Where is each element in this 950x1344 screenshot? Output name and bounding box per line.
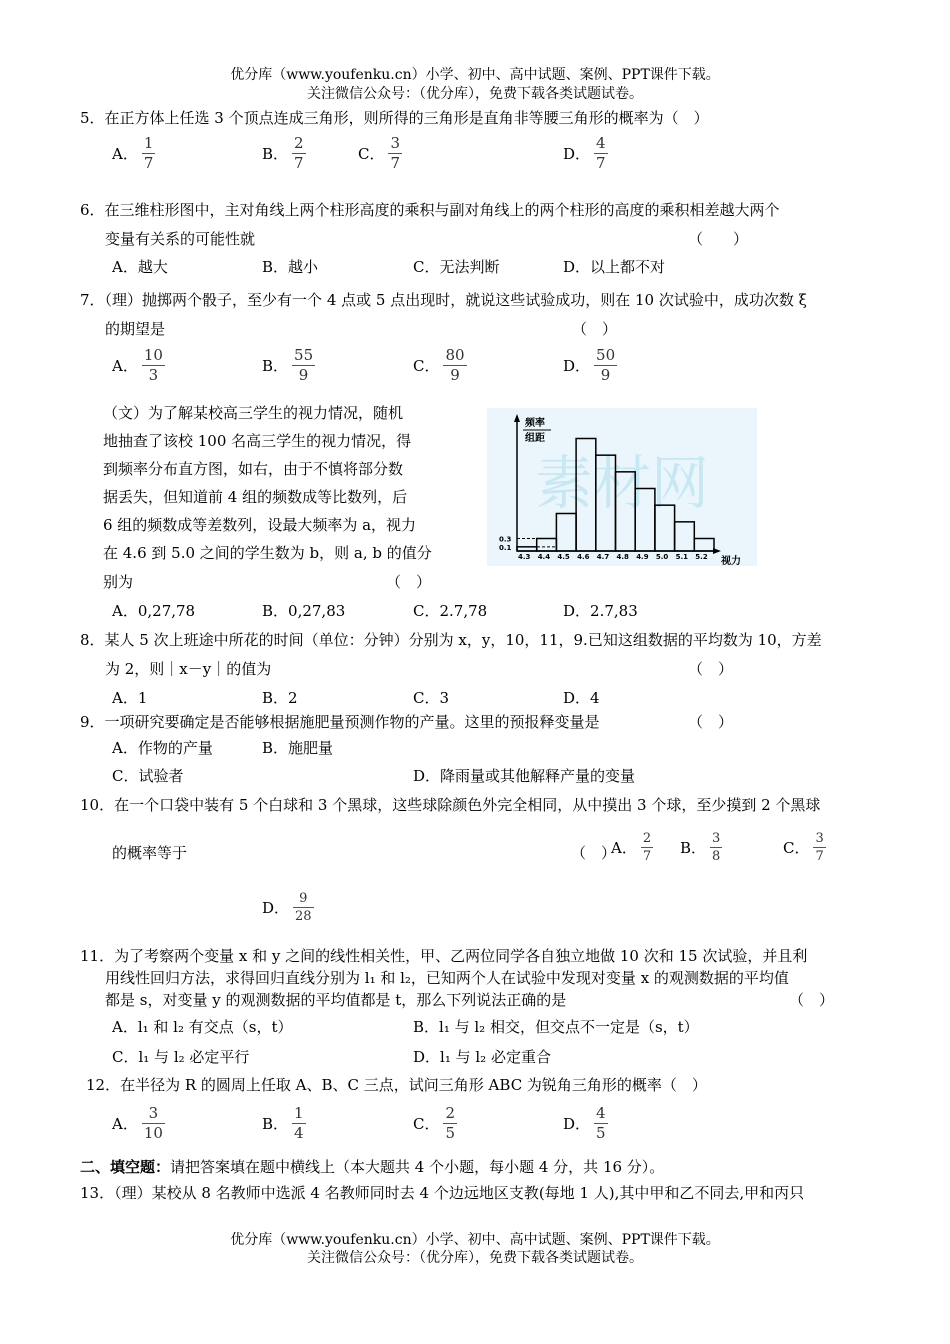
q9-option-d[interactable]: D．降雨量或其他解释产量的变量 (413, 767, 636, 785)
page-footer-line1: 优分库（www.youfenku.cn）小学、初中、高中试题、案例、PPT课件下载。 (230, 1232, 720, 1248)
q7-wen-paren: （ ） (386, 573, 432, 591)
q7-option-a[interactable]: A． $\frac{10}{3}$ (112, 346, 163, 384)
q5-stem: 5．在正方体上任选 3 个顶点连成三角形，则所得的三角形是直角非等腰三角形的概率为（ ） (80, 109, 709, 127)
q10-stem-1: 10．在一个口袋中装有 5 个白球和 3 个黑球，这些球除颜色外完全相同，从中摸出 3 个球，至少摸到 2 个黑球 (80, 796, 821, 814)
q10-option-a[interactable]: A． $\frac{2}{7}$ (611, 831, 652, 864)
q8-stem-1: 8．某人 5 次上班途中所花的时间（单位：分钟）分别为 x，y，10，11，9.已知这组数据的平均数为 10，方差 (80, 631, 822, 649)
q7-wen-line-4: 据丢失，但知道前 4 组的频数成等比数列，后 (103, 488, 408, 506)
y-label-bottom: 组距 (525, 433, 545, 444)
q11-option-c[interactable]: C．l₁ 与 l₂ 必定平行 (112, 1048, 250, 1066)
q5-option-c[interactable]: C． $\frac{3}{7}$ (358, 134, 401, 172)
q5-option-a[interactable]: A． $\frac{1}{7}$ (112, 134, 154, 172)
q7-wen-line-1: （文）为了解某校高三学生的视力情况，随机 (103, 404, 404, 422)
q7-wen-option-b[interactable]: B．0,27,83 (262, 602, 346, 620)
q11-option-a[interactable]: A．l₁ 和 l₂ 有交点（s，t） (112, 1018, 293, 1036)
q8-option-d[interactable]: D．4 (563, 689, 600, 707)
q7-option-c[interactable]: C． $\frac{80}{9}$ (413, 346, 465, 384)
q12-stem: 12．在半径为 R 的圆周上任取 A、B、C 三点，试问三角形 ABC 为锐角三角形的概率（ ） (86, 1076, 707, 1094)
q7-wen-line-3: 到频率分布直方图，如右，由于不慎将部分数 (103, 460, 404, 478)
q9-option-a[interactable]: A．作物的产量 (112, 739, 213, 757)
q9-paren: （ ） (688, 713, 734, 731)
x-tick-label: 4.5 (557, 553, 570, 561)
q6-option-c[interactable]: C．无法判断 (413, 258, 500, 276)
q6-stem-2: 变量有关系的可能性就 (105, 230, 256, 248)
q7-option-d[interactable]: D． $\frac{50}{9}$ (563, 346, 616, 384)
q12-option-b[interactable]: B． $\frac{1}{4}$ (262, 1104, 304, 1142)
q7-paren: （ ） (572, 320, 618, 338)
q7-wen-option-c[interactable]: C．2.7,78 (413, 602, 488, 620)
q7-wen-line-2: 地抽查了该校 100 名高三学生的视力情况，得 (103, 432, 412, 450)
q11-option-b[interactable]: B．l₁ 与 l₂ 相交，但交点不一定是（s，t） (413, 1018, 699, 1036)
q6-option-b[interactable]: B．越小 (262, 258, 319, 276)
q7-wen-option-a[interactable]: A．0,27,78 (112, 602, 196, 620)
q6-option-d[interactable]: D．以上都不对 (563, 258, 666, 276)
q10-stem-2: 的概率等于 (112, 844, 188, 862)
q8-paren: （ ） (688, 660, 734, 678)
q12-option-a[interactable]: A． $\frac{3}{10}$ (112, 1104, 163, 1142)
x-tick-label: 4.7 (596, 553, 610, 561)
q9-option-c[interactable]: C．试验者 (112, 767, 184, 785)
y-label-top: 频率 (525, 418, 545, 429)
q5-option-b[interactable]: B． $\frac{2}{7}$ (262, 134, 304, 172)
q6-paren: （ ） (688, 230, 749, 248)
q8-option-b[interactable]: B．2 (262, 689, 298, 707)
q6-option-a[interactable]: A．越大 (112, 258, 168, 276)
q8-option-a[interactable]: A．1 (112, 689, 148, 707)
x-tick-label: 5.0 (655, 553, 669, 561)
q10-paren: （ ） (571, 844, 617, 862)
x-tick-label: 5.1 (675, 553, 689, 561)
section2-text: 请把答案填在题中横线上（本大题共 4 个小题，每小题 4 分，共 16 分）。 (170, 1158, 665, 1176)
page-header-line1: 优分库（www.youfenku.cn）小学、初中、高中试题、案例、PPT课件下载。 (230, 67, 720, 83)
q7-wen-line-7: 别为 (103, 573, 134, 591)
q11-stem-1: 11．为了考察两个变量 x 和 y 之间的线性相关性，甲、乙两位同学各自独立地做 10 次和 15 次试验，并且利 (80, 947, 808, 965)
y-tick-label: 0.1 (499, 543, 512, 552)
section2-title: 二、填空题： (80, 1158, 171, 1176)
x-tick-label: 4.3 (518, 553, 531, 561)
page-header-line2: 关注微信公众号：（优分库），免费下载各类试题试卷。 (307, 86, 643, 102)
q7-option-b[interactable]: B． $\frac{55}{9}$ (262, 346, 314, 384)
q7-stem-1: 7．（理）抛掷两个骰子，至少有一个 4 点或 5 点出现时，就说这些试验成功，则在 10 次试验中，成功次数 ξ (80, 291, 807, 309)
x-tick-label: 4.6 (577, 553, 590, 561)
q11-paren: （ ） (789, 991, 835, 1009)
q11-stem-2: 用线性回归方法，求得回归直线分别为 l₁ 和 l₂，已知两个人在试验中发现对变量 x 的观测数据的平均值 (105, 969, 789, 987)
section2-heading (80, 1157, 664, 1177)
q8-option-c[interactable]: C．3 (413, 689, 450, 707)
watermark-text: 素材网 (534, 449, 710, 517)
x-tick-label: 4.9 (636, 553, 649, 561)
q12-option-c[interactable]: C． $\frac{2}{5}$ (413, 1104, 456, 1142)
q10-option-c[interactable]: C． $\frac{3}{7}$ (783, 831, 824, 864)
q12-option-d[interactable]: D． $\frac{4}{5}$ (563, 1104, 606, 1142)
q10-option-d[interactable]: D． $\frac{9}{28}$ (262, 891, 312, 924)
q11-stem-3: 都是 s，对变量 y 的观测数据的平均值都是 t，那么下列说法正确的是 (105, 991, 567, 1009)
q9-option-b[interactable]: B．施肥量 (262, 739, 334, 757)
frequency-histogram (487, 408, 757, 566)
q6-stem-1: 6．在三维柱形图中，主对角线上两个柱形高度的乘积与副对角线上的两个柱形的高度的乘积相差越大两个 (80, 201, 780, 219)
q8-stem-2: 为 2，则｜x－y｜的值为 (105, 660, 272, 678)
x-label: 视力 (721, 556, 741, 566)
page-footer-line2: 关注微信公众号：（优分库），免费下载各类试题试卷。 (307, 1250, 643, 1266)
x-tick-label: 5.2 (695, 553, 708, 561)
y-tick-label: 0.3 (499, 535, 512, 544)
q7-stem-2: 的期望是 (105, 320, 166, 338)
q7-wen-line-6: 在 4.6 到 5.0 之间的学生数为 b，则 a, b 的值分 (103, 544, 432, 562)
q5-option-d[interactable]: D． $\frac{4}{7}$ (563, 134, 606, 172)
q11-option-d[interactable]: D．l₁ 与 l₂ 必定重合 (413, 1048, 551, 1066)
q7-wen-line-5: 6 组的频数成等差数列，设最大频率为 a，视力 (103, 516, 417, 534)
x-tick-label: 4.8 (616, 553, 629, 561)
q13-stem: 13．（理）某校从 8 名教师中选派 4 名教师同时去 4 个边远地区支教(每地 1 人),其中甲和乙不同去,甲和丙只 (80, 1184, 805, 1202)
x-tick-label: 4.4 (537, 553, 551, 561)
q7-wen-option-d[interactable]: D．2.7,83 (563, 602, 638, 620)
q10-option-b[interactable]: B． $\frac{3}{8}$ (680, 831, 721, 864)
q9-stem: 9．一项研究要确定是否能够根据施肥量预测作物的产量。这里的预报释变量是 (80, 713, 600, 731)
